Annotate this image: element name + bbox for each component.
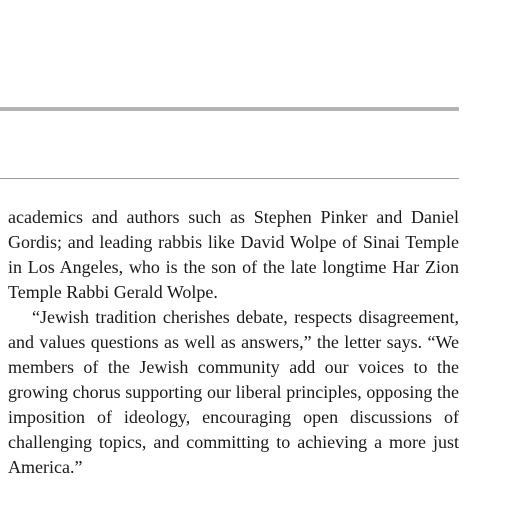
article-body	[8, 205, 459, 480]
article-paragraph: “Jewish tradition cherishes debate, respects disagreement, and values questions as well as answers,” the letter says. “We members of the Jewish community add our voices to the growing chorus supporting our liberal principles, opposing the imposition of ideology, encouraging open discussions of challenging topics, and committing to achieving a more just America.”	[8, 307, 459, 477]
section-divider-thin	[0, 178, 459, 179]
section-divider-thick	[0, 107, 459, 111]
article-paragraph: academics and authors such as Stephen Pinker and Daniel Gordis; and leading rabbis like David Wolpe of Sinai Temple in Los Angeles, who is the son of the late longtime Har Zion Temple Rabbi Gerald Wolpe.	[8, 207, 459, 302]
